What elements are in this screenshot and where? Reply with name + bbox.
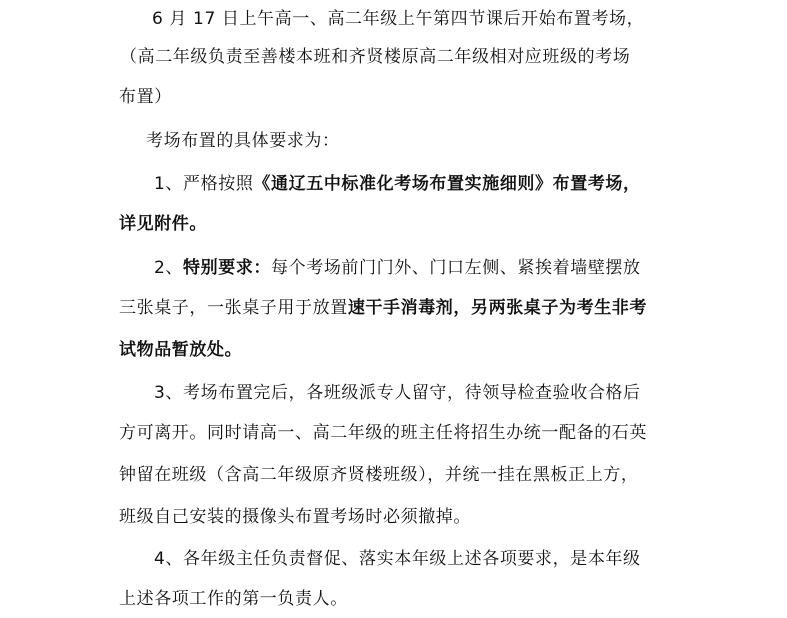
item-3-line-1: 3、考场布置完后，各班级派专人留守，待领导检查验收合格后 — [154, 383, 641, 403]
item-2-text: 每个考场前门门外、门口左侧、紧挨着墙壁摆放 — [271, 258, 641, 278]
item-2-label: 特别要求： — [183, 258, 272, 278]
item-2-prefix: 2、 — [154, 258, 184, 278]
item-2-text-normal: 三张桌子，一张桌子用于放置 — [119, 298, 348, 318]
paragraph-1-line-2: （高二年级负责至善楼本班和齐贤楼原高二年级相对应班级的考场 — [120, 47, 631, 67]
paragraph-1-line-3: 布置） — [119, 87, 172, 107]
item-1-rest: 布置考场， — [552, 174, 641, 194]
item-4-line-2: 上述各项工作的第一负责人。 — [119, 589, 348, 609]
item-2-line-1 — [154, 258, 641, 278]
item-1-line-2: 详见附件。 — [119, 214, 207, 234]
item-3-line-2: 方可离开。同时请高一、高二年级的班主任将招生办统一配备的石英 — [119, 423, 647, 443]
item-3-line-3: 钟留在班级（含高二年级原齐贤楼班级），并统一挂在黑板正上方， — [119, 465, 639, 485]
requirements-intro: 考场布置的具体要求为： — [146, 131, 340, 151]
item-1-prefix: 1、严格按照 — [154, 174, 254, 194]
item-1-document-title: 《通辽五中标准化考场布置实施细则》 — [253, 174, 553, 194]
item-3-line-4: 班级自己安装的摄像头布置考场时必须撤掉。 — [119, 507, 471, 527]
item-2-line-3: 试物品暂放处。 — [119, 340, 243, 360]
item-2-line-2 — [119, 298, 647, 318]
paragraph-1-line-1: 6 月 17 日上午高一、高二年级上午第四节课后开始布置考场， — [152, 9, 645, 29]
item-2-text-bold: 速干手消毒剂，另两张桌子为考生非考 — [347, 298, 648, 318]
item-4-line-1: 4、各年级主任负责督促、落实本年级上述各项要求，是本年级 — [154, 549, 641, 569]
item-1-line-1 — [154, 174, 641, 194]
